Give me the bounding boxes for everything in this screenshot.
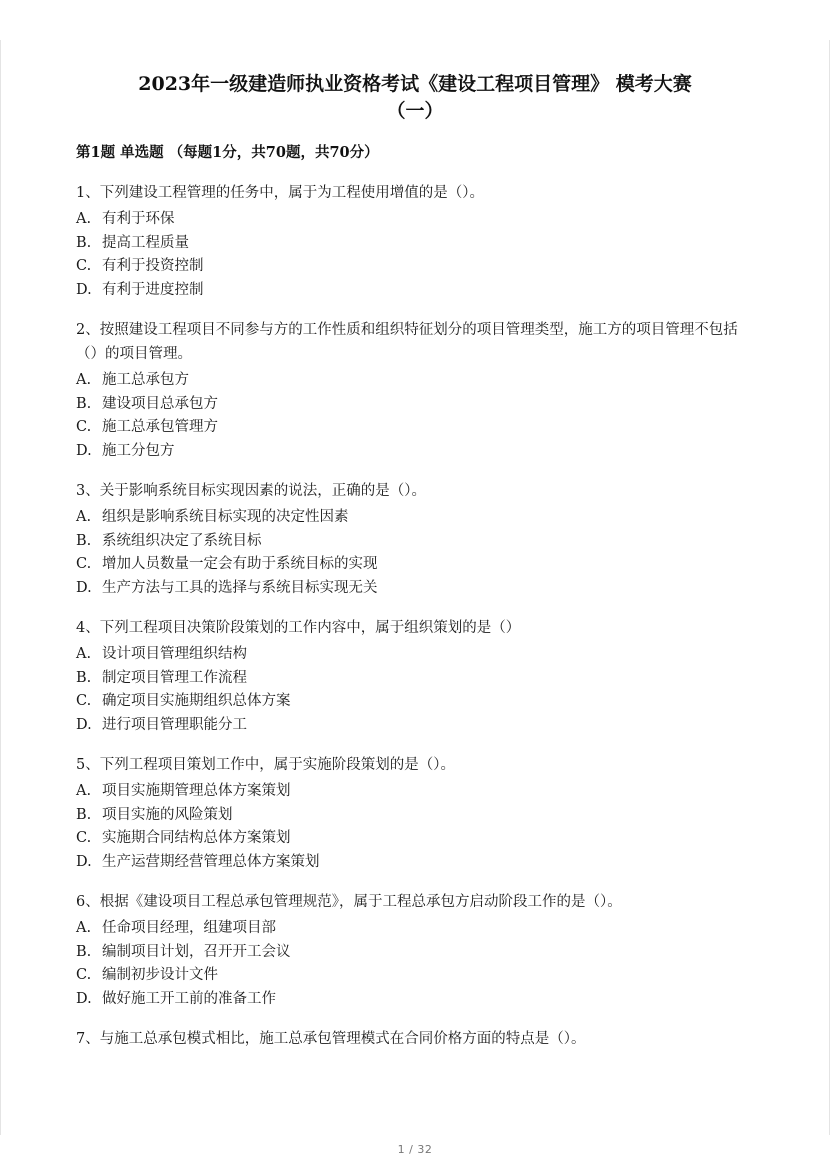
- page-indicator: 1 / 32: [397, 1143, 433, 1156]
- option-letter: C.: [76, 556, 92, 572]
- question-stem: 5、下列工程项目策划工作中，属于实施阶段策划的是（）。: [76, 757, 455, 773]
- option-letter: B.: [76, 669, 92, 686]
- answer-option: [76, 780, 756, 804]
- answer-option: [76, 941, 756, 965]
- option-text: 提高工程质量: [102, 234, 189, 251]
- option-letter: B.: [76, 395, 92, 412]
- question-stem: 2、按照建设工程项目不同参与方的工作性质和组织特征划分的项目管理类型，施工方的项目管理不包括（）的项目管理。: [76, 322, 738, 362]
- answer-option: [76, 553, 756, 577]
- option-letter: C.: [76, 830, 92, 846]
- answer-option: [76, 440, 756, 464]
- option-text: 施工总承包管理方: [102, 419, 218, 435]
- answer-option: [76, 255, 756, 279]
- answer-option: [76, 232, 756, 256]
- option-text: 增加人员数量一定会有助于系统目标的实现: [102, 556, 378, 572]
- option-letter: C.: [76, 419, 92, 435]
- question-stem: 4、下列工程项目决策阶段策划的工作内容中，属于组织策划的是（）: [76, 620, 521, 636]
- question-list: [76, 181, 756, 1067]
- option-text: 系统组织决定了系统目标: [102, 532, 262, 549]
- question-item: [76, 1027, 756, 1051]
- option-letter: B.: [76, 806, 92, 823]
- option-text: 组织是影响系统目标实现的决定性因素: [102, 509, 349, 525]
- option-text: 生产运营期经营管理总体方案策划: [102, 853, 320, 870]
- answer-option: [76, 917, 756, 941]
- option-letter: B.: [76, 532, 92, 549]
- question-item: [76, 890, 756, 1011]
- option-text: 制定项目管理工作流程: [102, 669, 247, 686]
- answer-option: [76, 690, 756, 714]
- option-text: 编制项目计划，召开开工会议: [102, 943, 291, 960]
- question-stem: 7、与施工总承包模式相比，施工总承包管理模式在合同价格方面的特点是（）。: [76, 1031, 586, 1047]
- answer-option: [76, 506, 756, 530]
- answer-option: [76, 964, 756, 988]
- answer-option: [76, 643, 756, 667]
- option-letter: C.: [76, 693, 92, 709]
- answer-option: [76, 988, 756, 1012]
- answer-option: [76, 851, 756, 875]
- option-text: 施工总承包方: [102, 372, 189, 388]
- document-title: 2023年一级建造师执业资格考试《建设工程项目管理》 模考大赛: [138, 73, 692, 95]
- option-letter: A.: [76, 646, 92, 662]
- option-letter: A.: [76, 372, 92, 388]
- option-letter: C.: [76, 967, 92, 983]
- answer-option: [76, 279, 756, 303]
- option-text: 确定项目实施期组织总体方案: [102, 693, 291, 709]
- option-text: 实施期合同结构总体方案策划: [102, 830, 291, 846]
- answer-option: [76, 714, 756, 738]
- option-text: 有利于投资控制: [102, 258, 204, 274]
- answer-option: [76, 667, 756, 691]
- question-item: [76, 181, 756, 302]
- option-text: 进行项目管理职能分工: [102, 716, 247, 733]
- question-stem: 3、关于影响系统目标实现因素的说法，正确的是（）。: [76, 483, 426, 499]
- page-edge-left: [0, 40, 1, 1135]
- option-letter: A.: [76, 211, 92, 227]
- option-letter: D.: [76, 281, 92, 298]
- question-stem: 6、根据《建设项目工程总承包管理规范》，属于工程总承包方启动阶段工作的是（）。: [76, 894, 622, 910]
- option-text: 做好施工开工前的准备工作: [102, 990, 276, 1007]
- answer-option: [76, 530, 756, 554]
- question-item: [76, 616, 756, 737]
- option-letter: D.: [76, 716, 92, 733]
- answer-option: [76, 804, 756, 828]
- document-title-suffix: （一）: [386, 100, 444, 122]
- option-letter: D.: [76, 990, 92, 1007]
- section-heading: 第1题 单选题 （每题1分，共70题，共70分）: [76, 144, 379, 161]
- option-text: 有利于进度控制: [102, 281, 204, 298]
- option-text: 生产方法与工具的选择与系统目标实现无关: [102, 579, 378, 596]
- option-letter: D.: [76, 579, 92, 596]
- option-text: 有利于环保: [102, 211, 175, 227]
- question-item: [76, 318, 756, 463]
- option-letter: B.: [76, 943, 92, 960]
- option-text: 任命项目经理，组建项目部: [102, 920, 276, 936]
- option-text: 施工分包方: [102, 442, 175, 459]
- answer-option: [76, 827, 756, 851]
- question-stem: 1、下列建设工程管理的任务中，属于为工程使用增值的是（）。: [76, 185, 484, 201]
- option-letter: D.: [76, 853, 92, 870]
- option-text: 项目实施期管理总体方案策划: [102, 783, 291, 799]
- option-letter: B.: [76, 234, 92, 251]
- option-text: 项目实施的风险策划: [102, 806, 233, 823]
- option-text: 编制初步设计文件: [102, 967, 218, 983]
- option-letter: D.: [76, 442, 92, 459]
- option-letter: A.: [76, 783, 92, 799]
- option-text: 设计项目管理组织结构: [102, 646, 247, 662]
- option-letter: C.: [76, 258, 92, 274]
- option-letter: A.: [76, 509, 92, 525]
- question-item: [76, 479, 756, 600]
- option-letter: A.: [76, 920, 92, 936]
- answer-option: [76, 416, 756, 440]
- answer-option: [76, 393, 756, 417]
- answer-option: [76, 577, 756, 601]
- option-text: 建设项目总承包方: [102, 395, 218, 412]
- answer-option: [76, 369, 756, 393]
- question-item: [76, 753, 756, 874]
- answer-option: [76, 208, 756, 232]
